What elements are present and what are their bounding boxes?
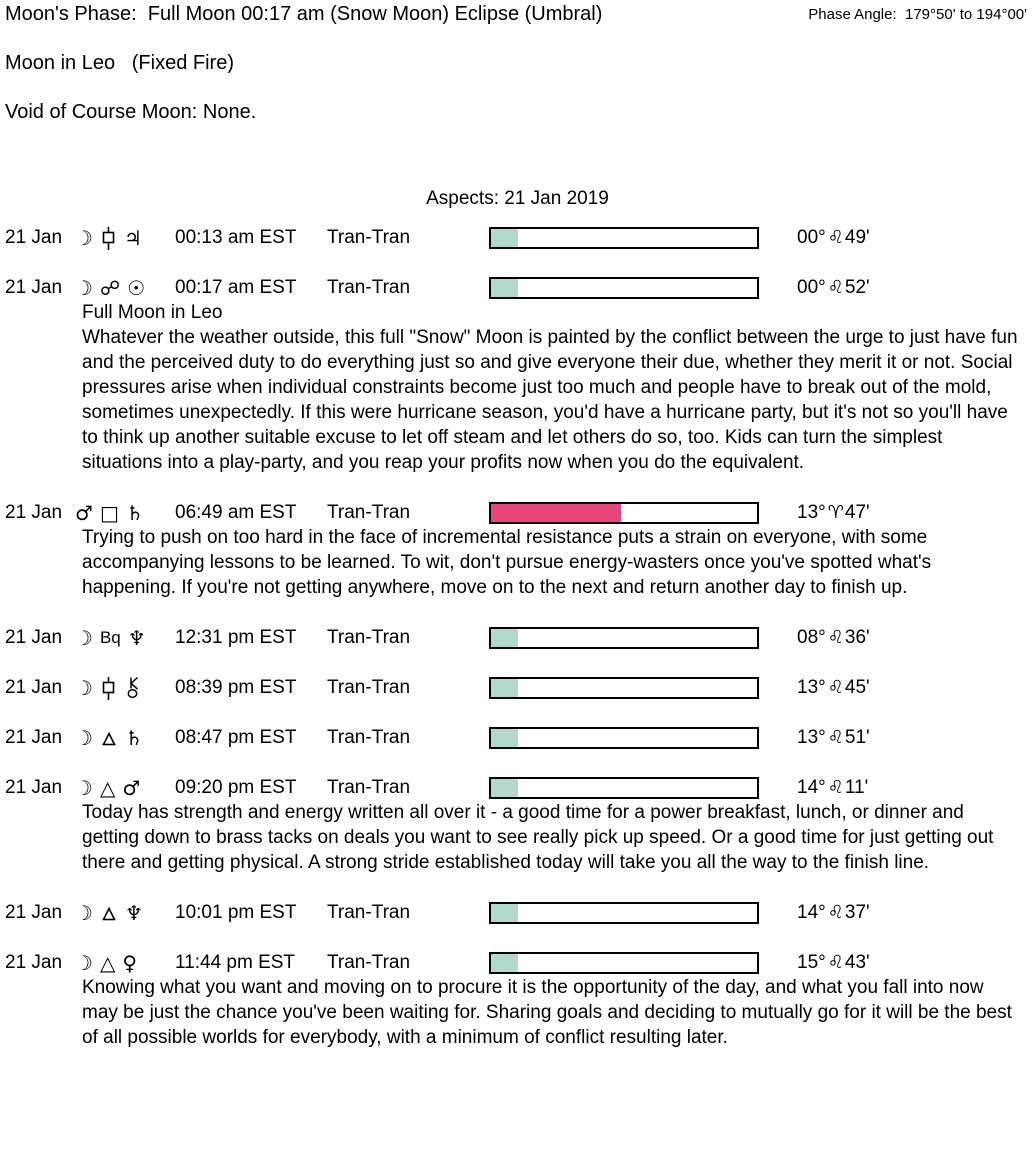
aspect-interpretation <box>82 525 1018 600</box>
aspect-time: 09:20 pm EST <box>175 777 297 798</box>
position-minutes: 11' <box>844 777 869 798</box>
interpretation-text: Knowing what you want and moving on to procure it is the opportunity of the day, and what you fall into now may be just the chance you've been waiting for. Sharing goals and deciding to mutually go for it will be the best of all possible worlds for everybody, with a minimum of conflict resulting later. <box>82 977 1012 1048</box>
leo-symbol: ♌ <box>827 677 844 699</box>
position-minutes: 45' <box>844 677 870 699</box>
aspect-time: 11:44 pm EST <box>175 952 296 973</box>
aspect-kind: Tran-Tran <box>327 227 411 249</box>
aspect-date: 21 Jan <box>5 502 63 523</box>
aspect-date: 21 Jan <box>5 227 63 249</box>
aspect-symbols <box>75 951 175 975</box>
trine-symbol: △ <box>99 776 116 800</box>
chiron-symbol <box>124 676 141 700</box>
aspect-date: 21 Jan <box>5 627 63 648</box>
aspect-symbols <box>75 776 175 800</box>
interpretation-text: Whatever the weather outside, this full "Snow" Moon is painted by the conflict between the urge to just have fun and the perceived duty to do everything just so and give everyone their due, whether they merit it or not. Social pressures arise when individual constraints become just too much and people have to break out of the mold, sometimes unexpectedly. If this were hurricane season, you'd have a hurricane party, but it's not so you'll have to think up another suitable excuse to let off steam and let others do so, too. Kids can turn the simplest situations into a play-party, and you reap your profits now when you do the equivalent. <box>82 327 1018 473</box>
aspect-strength-bar <box>489 501 767 525</box>
aspect-position <box>767 276 1035 300</box>
strength-bar-track <box>489 952 759 974</box>
strength-bar-track <box>489 627 759 649</box>
square-symbol: □ <box>99 501 119 525</box>
aspect-symbols <box>75 901 175 925</box>
leo-symbol: ♌ <box>827 952 844 973</box>
aspect-kind: Tran-Tran <box>327 627 411 648</box>
leo-symbol: ♌ <box>827 627 844 648</box>
strength-bar-track <box>489 677 759 699</box>
aspect-strength-bar <box>489 276 767 300</box>
aspect-position <box>767 951 1035 975</box>
strength-bar-fill <box>491 279 518 297</box>
aspect-row <box>5 626 1035 650</box>
strength-bar-track <box>489 277 759 299</box>
aspect-position <box>767 726 1035 750</box>
moon-symbol: ☽ <box>75 951 93 975</box>
strength-bar-fill <box>491 779 518 797</box>
aspect-kind: Tran-Tran <box>327 277 411 298</box>
biquintile-symbol: Bq <box>99 628 121 647</box>
aspect-symbols <box>75 226 175 251</box>
strength-bar-fill <box>491 904 518 922</box>
void-of-course-line: Void of Course Moon: None. <box>5 101 257 123</box>
phase-angle-label: Phase Angle: <box>808 6 897 23</box>
aspect-symbols <box>75 501 175 525</box>
moon-symbol: ☽ <box>75 776 93 800</box>
aspect-kind: Tran-Tran <box>327 902 411 923</box>
strength-bar-fill <box>491 629 518 647</box>
quincunx-symbol <box>100 726 118 750</box>
strength-bar-track <box>489 227 759 249</box>
position-degrees: 08° <box>797 627 826 648</box>
position-degrees: 00° <box>797 227 826 249</box>
aspect-row <box>5 951 1035 975</box>
position-degrees: 13° <box>797 677 826 699</box>
moon-symbol: ☽ <box>75 226 93 251</box>
aspect-interpretation <box>82 975 1018 1050</box>
strength-bar-fill <box>491 229 518 247</box>
position-degrees: 15° <box>797 952 826 973</box>
aspects-list <box>5 226 1035 1050</box>
leo-symbol: ♌ <box>827 227 844 249</box>
moon-symbol: ☽ <box>75 676 93 701</box>
aspect-date: 21 Jan <box>5 777 63 798</box>
aspect-kind: Tran-Tran <box>327 502 411 523</box>
aspect-position <box>767 501 1035 525</box>
position-minutes: 49' <box>844 227 870 249</box>
aspect-position <box>767 901 1035 925</box>
moon-symbol: ☽ <box>75 276 93 300</box>
aspect-symbols <box>75 276 175 300</box>
quincunx-symbol <box>100 901 118 925</box>
sesquiquadrate-symbol <box>100 676 117 701</box>
saturn-symbol: ♄ <box>124 726 143 750</box>
aspect-row <box>5 501 1035 525</box>
aspect-row <box>5 226 1035 250</box>
aspect-time: 10:01 pm EST <box>175 902 297 923</box>
aspect-kind: Tran-Tran <box>327 952 411 973</box>
aspect-date: 21 Jan <box>5 677 63 699</box>
aspect-symbols <box>75 626 175 650</box>
strength-bar-fill <box>491 729 518 747</box>
aspect-symbols <box>75 676 175 701</box>
aspect-date: 21 Jan <box>5 277 63 298</box>
aspect-strength-bar <box>489 676 767 700</box>
neptune-symbol: ♆ <box>124 901 143 925</box>
strength-bar-track <box>489 902 759 924</box>
position-minutes: 36' <box>844 627 870 648</box>
moon-sign-line: Moon in Leo (Fixed Fire) <box>5 52 234 74</box>
moon-symbol: ☽ <box>75 901 93 925</box>
aspect-strength-bar <box>489 726 767 750</box>
trine-symbol: △ <box>99 951 116 975</box>
aspects-title: Aspects: 21 Jan 2019 <box>426 188 609 209</box>
neptune-symbol: ♆ <box>127 626 146 650</box>
aspect-row <box>5 276 1035 300</box>
sun-symbol: ☉ <box>127 276 146 300</box>
aspect-row <box>5 901 1035 925</box>
aspect-position <box>767 626 1035 650</box>
strength-bar-track <box>489 502 759 524</box>
saturn-symbol: ♄ <box>125 501 144 525</box>
aspect-time: 08:39 pm EST <box>175 677 297 699</box>
leo-symbol: ♌ <box>827 777 844 798</box>
position-minutes: 51' <box>844 727 870 748</box>
position-minutes: 43' <box>844 952 870 973</box>
phase-angle <box>808 6 1027 23</box>
strength-bar-track <box>489 727 759 749</box>
aspect-kind: Tran-Tran <box>327 727 411 748</box>
position-degrees: 13° <box>797 502 826 523</box>
position-degrees: 14° <box>797 777 826 798</box>
aspect-kind: Tran-Tran <box>327 677 411 699</box>
aspect-interpretation <box>82 800 1018 875</box>
opposition-symbol: ☍ <box>99 276 121 300</box>
aspect-row <box>5 726 1035 750</box>
mars-symbol: ♂ <box>75 501 93 525</box>
aspect-symbols <box>75 726 175 750</box>
aspect-row <box>5 676 1035 700</box>
moon-symbol: ☽ <box>75 726 93 750</box>
venus-symbol: ♀ <box>122 951 137 975</box>
strength-bar-fill <box>491 504 621 522</box>
aspect-time: 06:49 am EST <box>175 502 297 523</box>
aspect-kind: Tran-Tran <box>327 777 411 798</box>
leo-symbol: ♌ <box>827 277 844 298</box>
position-minutes: 37' <box>844 902 870 923</box>
phase-angle-value: 179°50' to 194°00' <box>905 6 1027 23</box>
moon-phase-line: Moon's Phase: Full Moon 00:17 am (Snow Moon) Eclipse (Umbral) <box>5 3 603 25</box>
position-degrees: 13° <box>797 727 826 748</box>
aspect-date: 21 Jan <box>5 902 63 923</box>
aspect-date: 21 Jan <box>5 952 63 973</box>
jupiter-symbol: ♃ <box>123 226 142 251</box>
strength-bar-track <box>489 777 759 799</box>
interpretation-text: Trying to push on too hard in the face of incremental resistance puts a strain on everyone, with some accompanying lessons to be learned. To wit, don't pursue energy-wasters once you've spotted what's happening. If you're not getting anywhere, move on to the next and return another day to finish up. <box>82 527 932 598</box>
aspect-strength-bar <box>489 226 767 250</box>
aspect-time: 00:17 am EST <box>175 277 297 298</box>
position-minutes: 52' <box>844 277 870 298</box>
aspect-strength-bar <box>489 626 767 650</box>
interpretation-title: Full Moon in Leo <box>82 302 223 323</box>
position-minutes: 47' <box>844 502 870 523</box>
leo-symbol: ♌ <box>827 727 844 748</box>
position-degrees: 14° <box>797 902 826 923</box>
aspect-time: 08:47 pm EST <box>175 727 297 748</box>
aries-symbol: ♈ <box>827 502 844 523</box>
leo-symbol: ♌ <box>827 902 844 923</box>
strength-bar-fill <box>491 954 518 972</box>
aspect-time: 00:13 am EST <box>175 227 297 249</box>
aspect-interpretation <box>82 300 1018 475</box>
aspect-time: 12:31 pm EST <box>175 627 297 648</box>
interpretation-text: Today has strength and energy written all over it - a good time for a power breakfast, lunch, or dinner and getting down to brass tacks on deals you want to see really pick up speed. Or a good time for just getting out there and getting physical. A strong stride established today will take you all the way to the finish line. <box>82 802 994 873</box>
strength-bar-fill <box>491 679 518 697</box>
moon-symbol: ☽ <box>75 626 93 650</box>
phase-angle-spacer <box>897 6 905 23</box>
aspect-strength-bar <box>489 776 767 800</box>
aspect-position <box>767 676 1035 700</box>
aspect-position <box>767 226 1035 250</box>
aspect-date: 21 Jan <box>5 727 63 748</box>
position-degrees: 00° <box>797 277 826 298</box>
sesquiquadrate-symbol <box>100 226 117 251</box>
aspect-position <box>767 776 1035 800</box>
aspect-strength-bar <box>489 901 767 925</box>
aspect-row <box>5 776 1035 800</box>
aspect-strength-bar <box>489 951 767 975</box>
mars-symbol: ♂ <box>122 776 141 800</box>
